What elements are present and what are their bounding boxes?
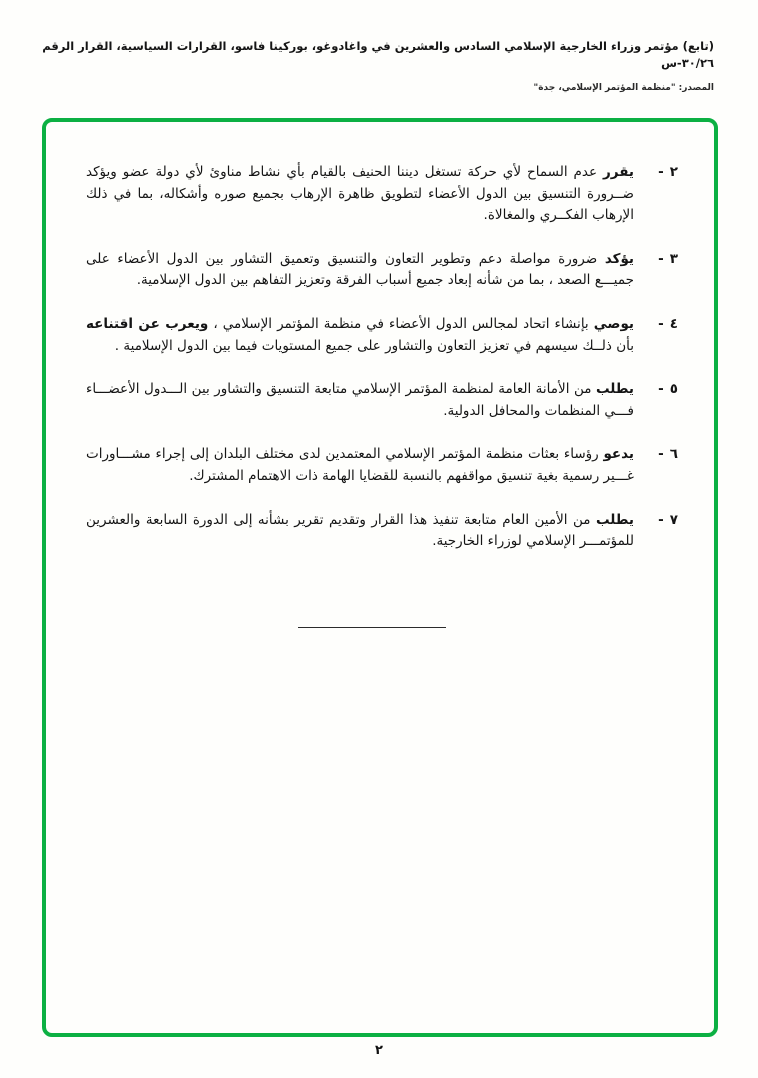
item-number bbox=[650, 379, 678, 422]
item-number bbox=[650, 162, 678, 227]
item-text bbox=[86, 444, 634, 487]
item-number-dash: - bbox=[658, 250, 664, 267]
item-body-text: بإنشاء اتحاد لمجالس الدول الأعضاء في منظمة المؤتمر الإسلامي ، bbox=[208, 315, 594, 332]
item-number-dash: - bbox=[658, 315, 664, 332]
item-body-text: عدم السماح لأي حركة تستغل ديننا الحنيف بالقيام بأي نشاط مناوئ لأي دولة عضو ويؤكد ضــرورة التنسيق بين الدول الأعضاء لتطويق ظاهرة الإرهاب بجميع صوره وأشكاله، بما في ذلك الإرهاب الفكــري والمغالاة. bbox=[86, 164, 634, 224]
item-text bbox=[86, 510, 634, 553]
resolution-list bbox=[86, 162, 678, 553]
item-text bbox=[86, 379, 634, 422]
item-number-digit: ٥ bbox=[669, 381, 678, 398]
item-number bbox=[650, 249, 678, 292]
item-text bbox=[86, 249, 634, 292]
item-lead-word: يوصي bbox=[593, 315, 634, 332]
header-title: (تابع) مؤتمر وزراء الخارجية الإسلامي السادس والعشرين في واغادوغو، بوركينا فاسو، القرارات السياسية، القرار الرقم ٣٠/٢٦-س bbox=[42, 39, 714, 71]
item-body-text: رؤساء بعثات منظمة المؤتمر الإسلامي المعتمدين لدى مختلف البلدان إلى إجراء مشـــاورات غـــير رسمية بغية تنسيق مواقفهم بالنسبة للقضايا الهامة ذات الاهتمام المشترك. bbox=[86, 446, 634, 484]
item-number-digit: ٧ bbox=[669, 511, 678, 528]
resolution-item bbox=[86, 379, 678, 422]
item-number-dash: - bbox=[658, 446, 664, 463]
item-text bbox=[86, 314, 634, 357]
page-number: ٢ bbox=[375, 1043, 383, 1058]
item-number-dash: - bbox=[658, 381, 664, 398]
resolution-item bbox=[86, 162, 678, 227]
content-border-box bbox=[42, 118, 718, 1037]
item-lead-word-2: ويعرب عن اقتناعه bbox=[86, 315, 209, 332]
document-header bbox=[28, 38, 714, 93]
item-number bbox=[650, 314, 678, 357]
item-number bbox=[650, 510, 678, 553]
item-number-dash: - bbox=[658, 164, 664, 180]
item-text bbox=[86, 162, 634, 227]
item-lead-word: يؤكد bbox=[604, 250, 634, 267]
item-number-digit: ٣ bbox=[669, 250, 678, 267]
item-number-digit: ٦ bbox=[669, 446, 678, 463]
item-body-text: من الأمانة العامة لمنظمة المؤتمر الإسلامي متابعة التنسيق والتشاور بين الـــدول الأعضـــاء فـــي المنظمات والمحافل الدولية. bbox=[86, 381, 634, 419]
section-divider bbox=[298, 627, 446, 628]
item-lead-word: يقرر bbox=[603, 164, 634, 180]
item-body-text: من الأمين العام متابعة تنفيذ هذا القرار وتقديم تقرير بشأنه إلى الدورة السابعة والعشرين للمؤتمـــر الإسلامي لوزراء الخارجية. bbox=[86, 511, 634, 550]
item-number-digit: ٢ bbox=[669, 164, 678, 180]
resolution-item bbox=[86, 314, 678, 357]
item-lead-word: يدعو bbox=[603, 446, 634, 463]
resolution-item bbox=[86, 249, 678, 292]
item-lead-word: يطلب bbox=[595, 381, 634, 398]
resolution-item bbox=[86, 444, 678, 487]
item-body-text: ضرورة مواصلة دعم وتطوير التعاون والتنسيق وتعميق التشاور بين الدول الأعضاء على جميـــع الصعد ، بما من شأنه إبعاد جميع أسباب الفرقة وتعزيز التفاهم بين الدول الإسلامية. bbox=[86, 250, 634, 289]
resolution-item bbox=[86, 510, 678, 553]
item-number-dash: - bbox=[658, 511, 664, 528]
header-source: المصدر: "منظمة المؤتمر الإسلامي، جدة" bbox=[533, 82, 714, 93]
item-lead-word: يطلب bbox=[595, 511, 634, 528]
item-number-digit: ٤ bbox=[669, 315, 678, 332]
item-body-text-2: بأن ذلــك سيسهم في تعزيز التعاون والتشاور على جميع المستويات فيما بين الدول الإسلامية . bbox=[114, 337, 634, 354]
item-number bbox=[650, 444, 678, 487]
